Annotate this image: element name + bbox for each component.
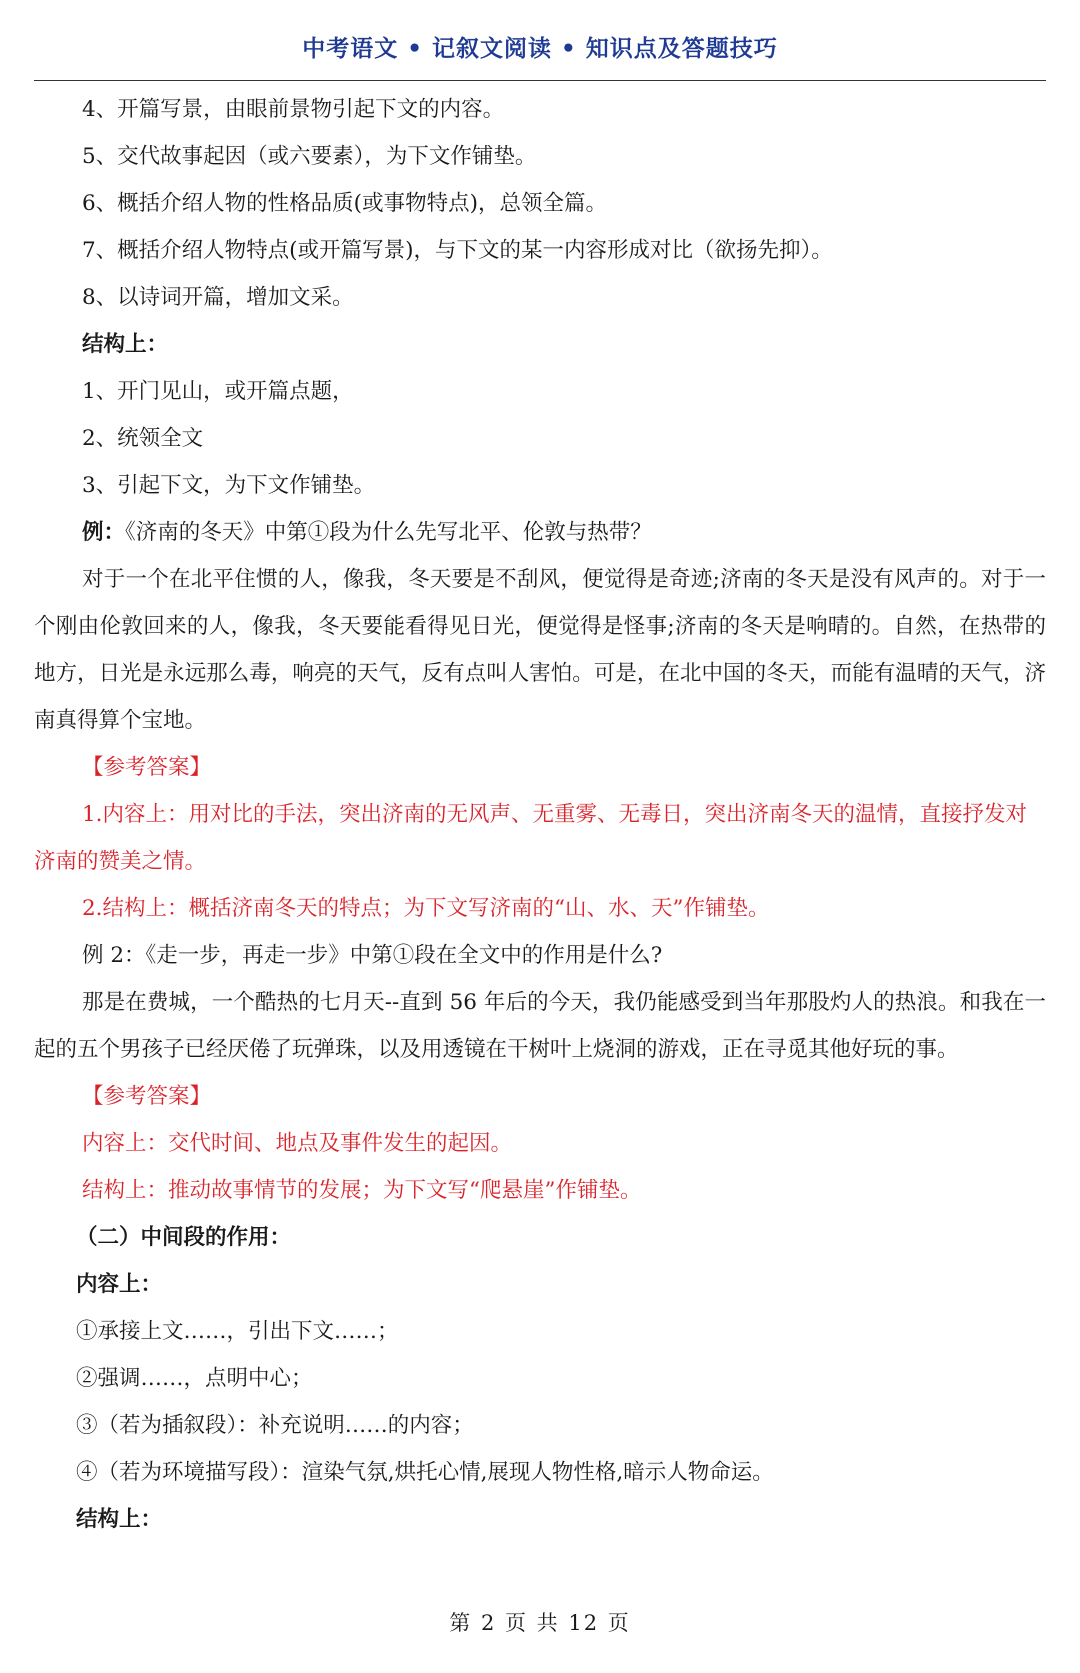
list-item: ④（若为环境描写段）：渲染气氛,烘托心情,展现人物性格,暗示人物命运。 xyxy=(76,1460,774,1485)
list-item: 6、概括介绍人物的性格品质(或事物特点)，总领全篇。 xyxy=(82,191,607,216)
list-item: ①承接上文……，引出下文……； xyxy=(76,1319,399,1344)
middle-section-heading: （二）中间段的作用： xyxy=(76,1225,292,1250)
structure-heading: 结构上： xyxy=(76,1507,163,1532)
list-item: 4、开篇写景，由眼前景物引起下文的内容。 xyxy=(82,97,505,122)
page-number: 第 2 页 共 12 页 xyxy=(449,1611,631,1635)
list-item: 3、引起下文，为下文作铺垫。 xyxy=(82,473,376,498)
header-divider xyxy=(34,80,1046,81)
example-1-passage: 对于一个在北平住惯的人，像我，冬天要是不刮风，便觉得是奇迹;济南的冬天是没有风声的。对于一个刚由伦敦回来的人，像我，冬天要能看得见日光，便觉得是怪事;济南的冬天是响晴的。自然，在热带的地方，日光是永远那么毒，响亮的天气，反有点叫人害怕。可是，在北中国的冬天，而能有温晴的天气，济南真得算个宝地。 xyxy=(34,567,1046,733)
content-heading: 内容上： xyxy=(76,1272,163,1297)
example-2-answer-content: 内容上：交代时间、地点及事件发生的起因。 xyxy=(82,1131,513,1156)
answer-label: 【参考答案】 xyxy=(82,1084,212,1109)
example-2-passage: 那是在费城，一个酷热的七月天--直到 56 年后的今天，我仍能感受到当年那股灼人的热浪。和我在一起的五个男孩子已经厌倦了玩弹珠，以及用透镜在干树叶上烧洞的游戏，正在寻觅其他好玩的事。 xyxy=(34,990,1046,1062)
example-1-question-line xyxy=(34,509,1046,556)
example-1-answer-content: 1.内容上：用对比的手法，突出济南的无风声、无重雾、无毒日，突出济南冬天的温情，直接抒发对济南的赞美之情。 xyxy=(34,802,1028,874)
structure-heading: 结构上： xyxy=(82,332,169,357)
list-item: 8、以诗词开篇，增加文采。 xyxy=(82,285,354,310)
example-1-question: 《济南的冬天》中第①段为什么先写北平、伦敦与热带？ xyxy=(125,520,652,545)
list-item: 5、交代故事起因（或六要素），为下文作铺垫。 xyxy=(82,144,537,169)
example-2-answer-structure: 结构上：推动故事情节的发展；为下文写“爬悬崖”作铺垫。 xyxy=(82,1178,642,1203)
page-header-title: 中考语文 • 记叙文阅读 • 知识点及答题技巧 xyxy=(302,36,778,62)
list-item: ③（若为插叙段）：补充说明……的内容； xyxy=(76,1413,474,1438)
example-label: 例： xyxy=(82,520,126,545)
list-item: 7、概括介绍人物特点(或开篇写景)，与下文的某一内容形成对比（欲扬先抑）。 xyxy=(82,238,833,263)
answer-label: 【参考答案】 xyxy=(82,755,212,780)
list-item: 2、统领全文 xyxy=(82,426,204,451)
example-1-answer-structure: 2.结构上：概括济南冬天的特点；为下文写济南的“山、水、天”作铺垫。 xyxy=(82,896,770,921)
example-2-question: 例 2：《走一步，再走一步》中第①段在全文中的作用是什么? xyxy=(82,943,663,968)
list-item: 1、开门见山，或开篇点题， xyxy=(82,379,354,404)
list-item: ②强调……，点明中心； xyxy=(76,1366,313,1391)
document-body xyxy=(34,86,1046,1543)
